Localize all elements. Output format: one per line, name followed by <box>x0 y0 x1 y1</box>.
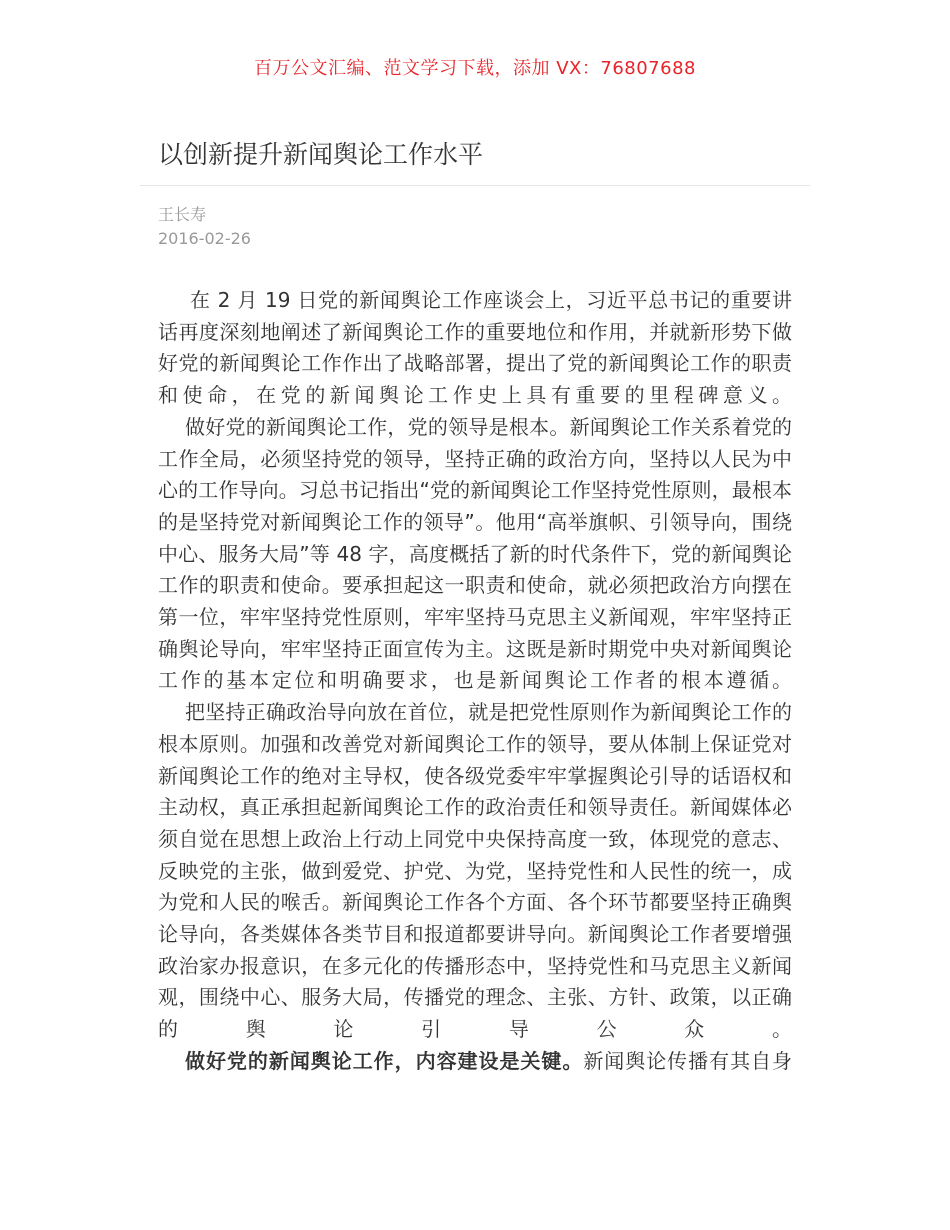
article-paragraph <box>158 1046 792 1078</box>
article-paragraph <box>158 412 792 697</box>
article-date: 2016-02-26 <box>158 229 251 248</box>
article-author: 王长寿 <box>158 205 207 224</box>
paragraph-text: 做好党的新闻舆论工作，党的领导是根本。新闻舆论工作关系着党的工作全局，必须坚持党的领导，坚持正确的政治方向，坚持以人民为中心的工作导向。习总书记指出“党的新闻舆论工作坚持党性原则，最根本的是坚持党对新闻舆论工作的领导”。他用“高举旗帜、引领导向，围绕中心、服务大局”等 48 字，高度概括了新的时代条件下，党的新闻舆论工作的职责和使命。要承担起这一职责和使命，就必须把政治方向摆在第一位，牢牢坚持党性原则，牢牢坚持马克思主义新闻观，牢牢坚持正确舆论导向，牢牢坚持正面宣传为主。这既是新时期党中央对新闻舆论工作的基本定位和明确要求，也是新闻舆论工作者的根本遵循。 <box>158 414 792 693</box>
article-body <box>158 285 792 1078</box>
paragraph-text: 把坚持正确政治导向放在首位，就是把党性原则作为新闻舆论工作的根本原则。加强和改善党对新闻舆论工作的领导，要从体制上保证党对新闻舆论工作的绝对主导权，使各级党委牢牢掌握舆论引导的话语权和主动权，真正承担起新闻舆论工作的政治责任和领导责任。新闻媒体必须自觉在思想上政治上行动上同党中央保持高度一致，体现党的意志、反映党的主张，做到爱党、护党、为党，坚持党性和人民性的统一，成为党和人民的喉舌。新闻舆论工作各个方面、各个环节都要坚持正确舆论导向，各类媒体各类节目和报道都要讲导向。新闻舆论工作者要增强政治家办报意识，在多元化的传播形态中，坚持党性和马克思主义新闻观，围绕中心、服务大局，传播党的理念、主张、方针、政策，以正确的舆论引导公众。 <box>158 700 792 1042</box>
paragraph-text: 在 2 月 19 日党的新闻舆论工作座谈会上，习近平总书记的重要讲话再度深刻地阐述了新闻舆论工作的重要地位和作用，并就新形势下做好党的新闻舆论工作作出了战略部署，提出了党的新闻舆论工作的职责和使命，在党的新闻舆论工作史上具有重要的里程碑意义。 <box>158 288 792 408</box>
title-divider <box>140 185 810 186</box>
paragraph-text: 新闻舆论传播有其自身 <box>583 1048 793 1073</box>
article-paragraph <box>158 285 792 412</box>
paragraph-lead: 做好党的新闻舆论工作，内容建设是关键。 <box>185 1048 584 1073</box>
article-paragraph <box>158 697 792 1046</box>
promo-banner: 百万公文汇编、范文学习下载，添加 VX：76807688 <box>254 58 696 79</box>
article-title: 以创新提升新闻舆论工作水平 <box>158 140 484 169</box>
